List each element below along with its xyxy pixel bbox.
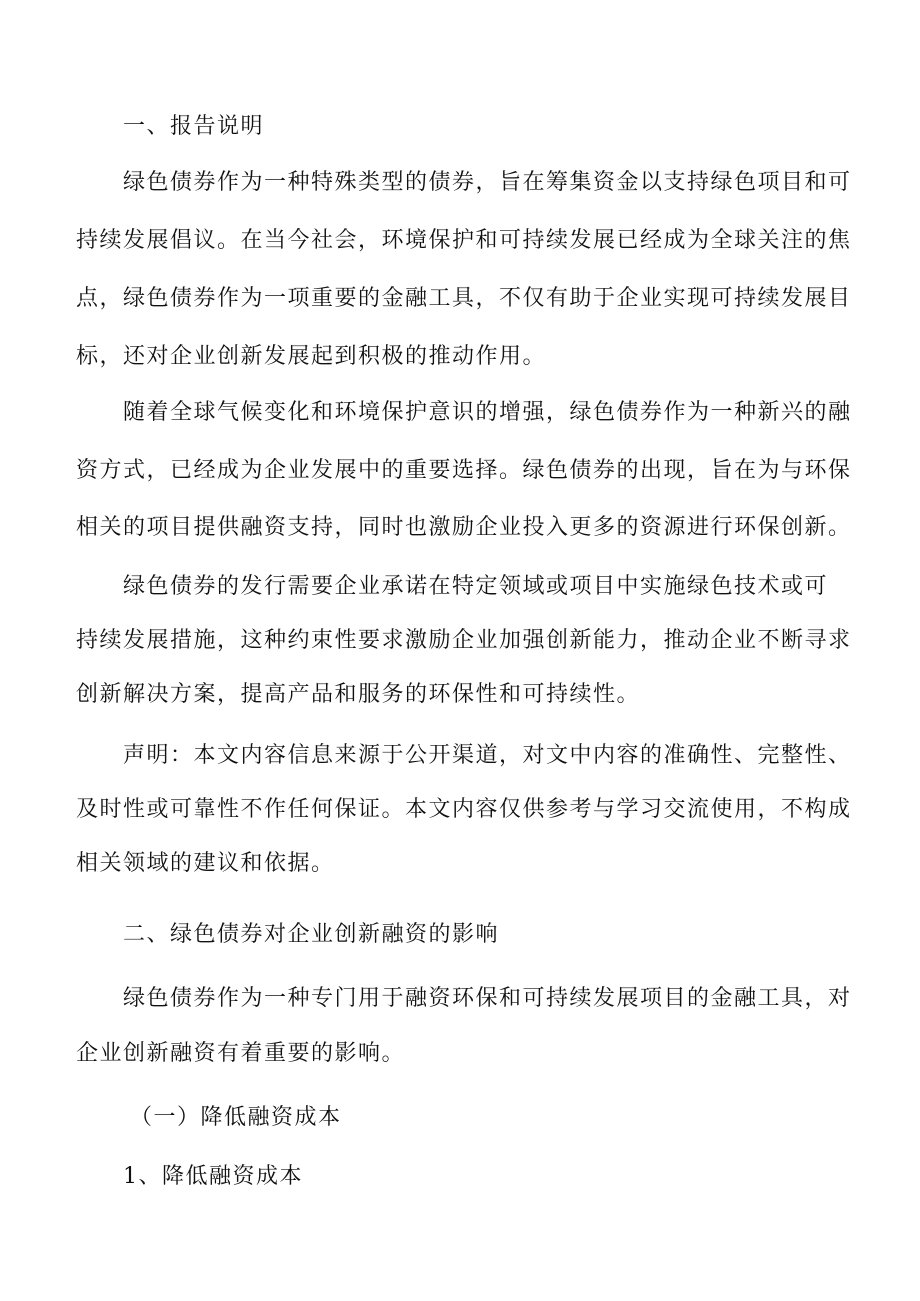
paragraph-line: 随着全球气候变化和环境保护意识的增强，绿色债券作为一种新兴的融 [123, 400, 852, 425]
paragraph-line: 及时性或可靠性不作任何保证。本文内容仅供参考与学习交流使用，不构成 [76, 797, 852, 822]
section-1-heading: 一、报告说明 [123, 114, 265, 139]
paragraph-line: 持续发展措施，这种约束性要求激励企业加强创新能力，推动企业不断寻求 [76, 628, 852, 653]
paragraph-line: 标，还对企业创新发展起到积极的推动作用。 [76, 344, 547, 369]
item-heading: 1、降低融资成本 [123, 1164, 303, 1189]
paragraph-line: 绿色债券作为一种专门用于融资环保和可持续发展项目的金融工具，对 [123, 986, 852, 1011]
paragraph-line: 资方式，已经成为企业发展中的重要选择。绿色债券的出现，旨在为与环保 [76, 458, 852, 483]
paragraph-line: 创新解决方案，提高产品和服务的环保性和可持续性。 [76, 682, 641, 707]
paragraph-line: 绿色债券的发行需要企业承诺在特定领域或项目中实施绿色技术或可 [123, 574, 829, 599]
subsection-heading: （一）降低融资成本 [130, 1105, 342, 1130]
paragraph-line: 相关领域的建议和依据。 [76, 851, 335, 876]
paragraph-line: 点，绿色债券作为一项重要的金融工具，不仅有助于企业实现可持续发展目 [76, 286, 852, 311]
section-2-heading: 二、绿色债券对企业创新融资的影响 [123, 922, 500, 947]
paragraph-line: 相关的项目提供融资支持，同时也激励企业投入更多的资源进行环保创新。 [76, 515, 852, 540]
paragraph-line: 绿色债券作为一种特殊类型的债券，旨在筹集资金以支持绿色项目和可 [123, 170, 852, 195]
paragraph-line: 持续发展倡议。在当今社会，环境保护和可持续发展已经成为全球关注的焦 [76, 228, 852, 253]
paragraph-line: 声明：本文内容信息来源于公开渠道，对文中内容的准确性、完整性、 [123, 743, 852, 768]
paragraph-line: 企业创新融资有着重要的影响。 [76, 1041, 406, 1066]
